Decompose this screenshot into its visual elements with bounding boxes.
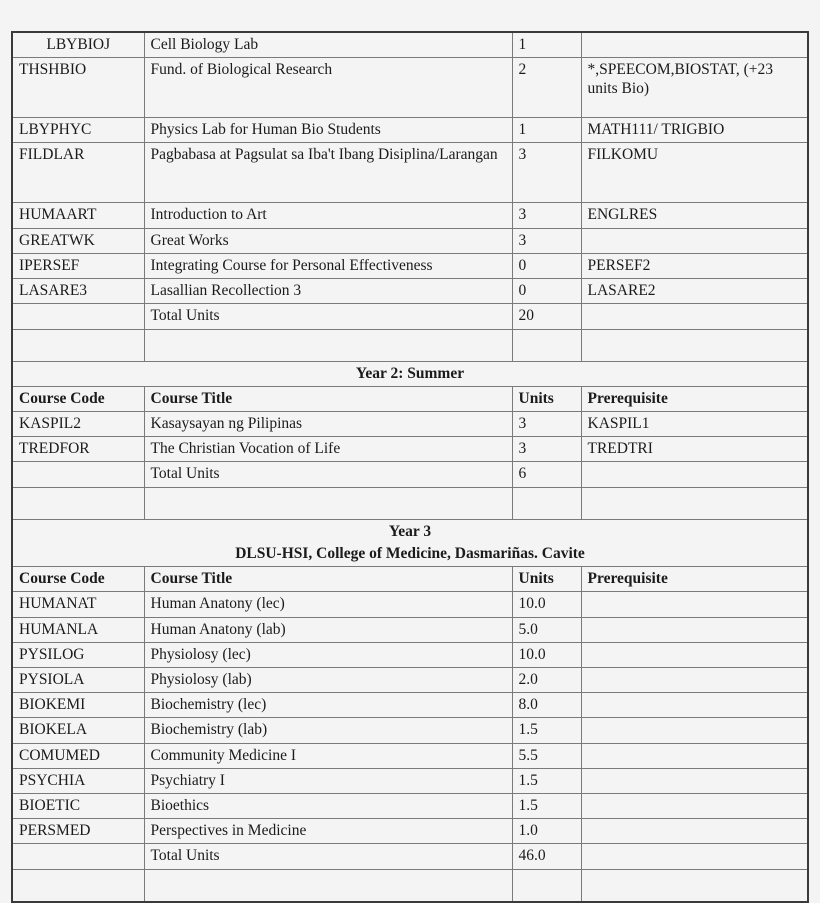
- cell-course-title: Bioethics: [144, 794, 512, 819]
- total-units-row: [12, 304, 808, 329]
- course-row: [12, 617, 808, 642]
- cell-course-code: [12, 487, 144, 519]
- cell-course-title: Fund. of Biological Research: [144, 58, 512, 118]
- cell-course-code: FILDLAR: [12, 143, 144, 203]
- cell-course-code: BIOKELA: [12, 718, 144, 743]
- cell-course-code: PYSIOLA: [12, 667, 144, 692]
- cell-course-code: THSHBIO: [12, 58, 144, 118]
- curriculum-table-body: [12, 32, 808, 902]
- cell-course-code: KASPIL2: [12, 411, 144, 436]
- cell-prerequisite: ENGLRES: [581, 203, 808, 228]
- course-row: [12, 203, 808, 228]
- cell-units: 5.0: [512, 617, 581, 642]
- cell-course-title: Total Units: [144, 844, 512, 869]
- cell-units: 3: [512, 228, 581, 253]
- cell-course-code: BIOKEMI: [12, 693, 144, 718]
- cell-units: 3: [512, 411, 581, 436]
- cell-course-code: [12, 844, 144, 869]
- cell-prerequisite: [581, 487, 808, 519]
- course-row: [12, 718, 808, 743]
- cell-course-title: Human Anatony (lec): [144, 592, 512, 617]
- cell-prerequisite: [581, 718, 808, 743]
- cell-prerequisite: [581, 667, 808, 692]
- cell-course-title: Total Units: [144, 462, 512, 487]
- course-row: [12, 743, 808, 768]
- column-header-row: [12, 567, 808, 592]
- cell-prerequisite: [581, 768, 808, 793]
- cell-course-title: Introduction to Art: [144, 203, 512, 228]
- course-row: [12, 642, 808, 667]
- cell-units: [512, 329, 581, 361]
- total-units-row: [12, 462, 808, 487]
- course-row: [12, 32, 808, 58]
- cell-course-code: HUMANLA: [12, 617, 144, 642]
- cell-course-title: Integrating Course for Personal Effectiveness: [144, 253, 512, 278]
- course-row: [12, 411, 808, 436]
- cell-course-code: COMUMED: [12, 743, 144, 768]
- section-banner-row: [12, 519, 808, 566]
- course-row: [12, 118, 808, 143]
- cell-course-title: Human Anatony (lab): [144, 617, 512, 642]
- cell-units: 6: [512, 462, 581, 487]
- section-banner-year-3: [12, 519, 808, 566]
- cell-course-title: [144, 869, 512, 902]
- cell-course-code: [12, 304, 144, 329]
- cell-prerequisite: [581, 819, 808, 844]
- cell-units: 1.0: [512, 819, 581, 844]
- course-row: [12, 279, 808, 304]
- cell-prerequisite: [581, 462, 808, 487]
- cell-units: 20: [512, 304, 581, 329]
- cell-course-title: Total Units: [144, 304, 512, 329]
- cell-prerequisite: [581, 869, 808, 902]
- cell-units: 46.0: [512, 844, 581, 869]
- cell-course-title: [144, 487, 512, 519]
- cell-units: 3: [512, 437, 581, 462]
- cell-course-code: HUMAART: [12, 203, 144, 228]
- cell-course-code: [12, 329, 144, 361]
- cell-units: 1: [512, 118, 581, 143]
- course-row: [12, 819, 808, 844]
- cell-units: 10.0: [512, 642, 581, 667]
- spacer-row: [12, 869, 808, 902]
- section-banner-year-2-summer: [12, 361, 808, 386]
- cell-prerequisite: [581, 844, 808, 869]
- cell-prerequisite: [581, 228, 808, 253]
- cell-course-title: Biochemistry (lec): [144, 693, 512, 718]
- cell-prerequisite: [581, 794, 808, 819]
- course-row: [12, 768, 808, 793]
- cell-units: 1.5: [512, 718, 581, 743]
- cell-course-title: Physiolosy (lec): [144, 642, 512, 667]
- cell-units: 1: [512, 32, 581, 58]
- spacer-row: [12, 329, 808, 361]
- cell-course-code: LBYPHYC: [12, 118, 144, 143]
- cell-course-title: Kasaysayan ng Pilipinas: [144, 411, 512, 436]
- column-header-course-title: Course Title: [144, 567, 512, 592]
- section-banner-line: DLSU-HSI, College of Medicine, Dasmariñas. Cavite: [235, 544, 585, 562]
- course-row: [12, 794, 808, 819]
- cell-units: 0: [512, 253, 581, 278]
- cell-course-title: Psychiatry I: [144, 768, 512, 793]
- cell-prerequisite: KASPIL1: [581, 411, 808, 436]
- cell-prerequisite: MATH111/ TRIGBIO: [581, 118, 808, 143]
- cell-course-code: PERSMED: [12, 819, 144, 844]
- column-header-row: [12, 386, 808, 411]
- cell-prerequisite: [581, 617, 808, 642]
- cell-prerequisite: FILKOMU: [581, 143, 808, 203]
- cell-course-code: PYSILOG: [12, 642, 144, 667]
- cell-course-title: Physics Lab for Human Bio Students: [144, 118, 512, 143]
- course-row: [12, 143, 808, 203]
- course-row: [12, 228, 808, 253]
- cell-prerequisite: [581, 693, 808, 718]
- column-header-course-code: Course Code: [12, 567, 144, 592]
- cell-course-title: Perspectives in Medicine: [144, 819, 512, 844]
- cell-prerequisite: TREDTRI: [581, 437, 808, 462]
- course-row: [12, 693, 808, 718]
- cell-prerequisite: [581, 329, 808, 361]
- cell-course-title: Lasallian Recollection 3: [144, 279, 512, 304]
- cell-units: 2.0: [512, 667, 581, 692]
- cell-prerequisite: *,SPEECOM,BIOSTAT, (+23 units Bio): [581, 58, 808, 118]
- course-row: [12, 58, 808, 118]
- cell-units: 0: [512, 279, 581, 304]
- cell-course-title: Community Medicine I: [144, 743, 512, 768]
- cell-course-code: [12, 869, 144, 902]
- spacer-row: [12, 487, 808, 519]
- cell-course-title: Pagbabasa at Pagsulat sa Iba't Ibang Disiplina/Larangan: [144, 143, 512, 203]
- cell-course-code: [12, 462, 144, 487]
- section-banner-row: [12, 361, 808, 386]
- column-header-course-title: Course Title: [144, 386, 512, 411]
- course-row: [12, 592, 808, 617]
- cell-course-code: LASARE3: [12, 279, 144, 304]
- cell-prerequisite: [581, 592, 808, 617]
- cell-course-code: PSYCHIA: [12, 768, 144, 793]
- cell-course-title: The Christian Vocation of Life: [144, 437, 512, 462]
- cell-course-title: [144, 329, 512, 361]
- cell-course-title: Great Works: [144, 228, 512, 253]
- cell-prerequisite: LASARE2: [581, 279, 808, 304]
- cell-units: 3: [512, 203, 581, 228]
- cell-prerequisite: [581, 743, 808, 768]
- cell-units: [512, 487, 581, 519]
- section-banner-line: Year 3: [388, 522, 432, 540]
- cell-units: 1.5: [512, 768, 581, 793]
- column-header-course-code: Course Code: [12, 386, 144, 411]
- cell-course-code: HUMANAT: [12, 592, 144, 617]
- cell-units: 2: [512, 58, 581, 118]
- cell-prerequisite: PERSEF2: [581, 253, 808, 278]
- cell-course-code: IPERSEF: [12, 253, 144, 278]
- cell-prerequisite: [581, 32, 808, 58]
- cell-course-title: Biochemistry (lab): [144, 718, 512, 743]
- cell-course-code: GREATWK: [12, 228, 144, 253]
- cell-units: 1.5: [512, 794, 581, 819]
- cell-course-code: LBYBIOJ: [12, 32, 144, 58]
- section-banner-line: Year 2: Summer: [355, 364, 465, 382]
- cell-course-title: Physiolosy (lab): [144, 667, 512, 692]
- curriculum-table-container: [11, 31, 809, 903]
- course-row: [12, 667, 808, 692]
- cell-units: 8.0: [512, 693, 581, 718]
- column-header-prerequisite: Prerequisite: [581, 567, 808, 592]
- cell-prerequisite: [581, 304, 808, 329]
- cell-units: 3: [512, 143, 581, 203]
- column-header-units: Units: [512, 567, 581, 592]
- curriculum-table: [11, 31, 809, 903]
- column-header-units: Units: [512, 386, 581, 411]
- cell-course-code: TREDFOR: [12, 437, 144, 462]
- cell-course-title: Cell Biology Lab: [144, 32, 512, 58]
- course-row: [12, 437, 808, 462]
- cell-units: 10.0: [512, 592, 581, 617]
- column-header-prerequisite: Prerequisite: [581, 386, 808, 411]
- cell-units: 5.5: [512, 743, 581, 768]
- total-units-row: [12, 844, 808, 869]
- cell-course-code: BIOETIC: [12, 794, 144, 819]
- course-row: [12, 253, 808, 278]
- cell-units: [512, 869, 581, 902]
- cell-prerequisite: [581, 642, 808, 667]
